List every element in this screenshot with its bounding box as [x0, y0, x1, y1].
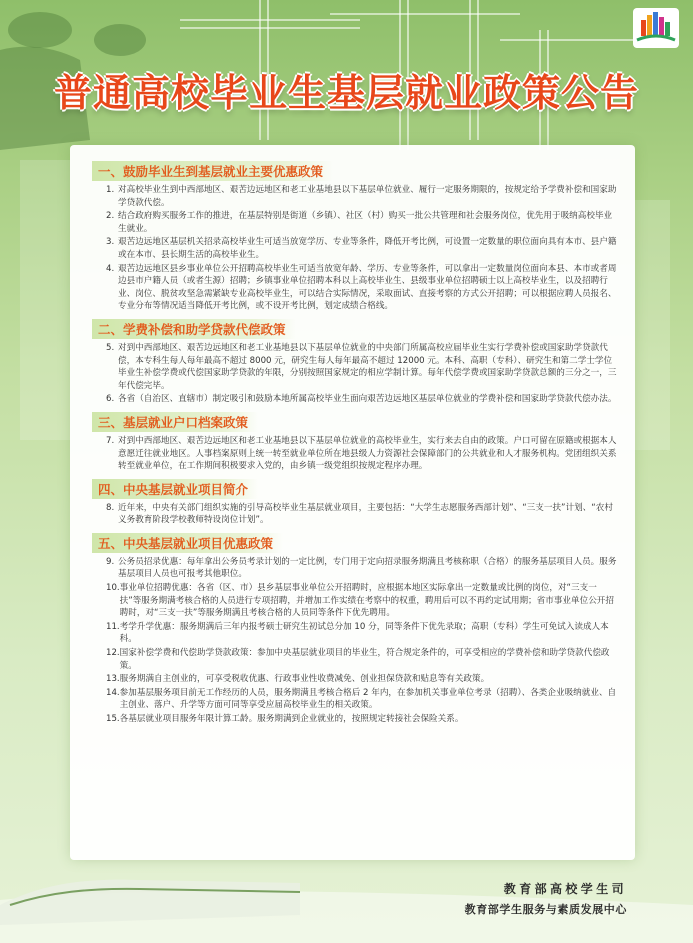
policy-item	[106, 263, 617, 313]
policy-item	[106, 647, 617, 672]
policy-item	[106, 673, 617, 686]
policy-item-text: 各省（自治区、直辖市）制定吸引和鼓励本地所属高校毕业生面向艰苦边远地区基层单位就业的学费补偿和国家助学贷款代偿办法。	[118, 394, 617, 405]
policy-item-text: 服务期满自主创业的，可享受税收优惠、行政事业性收费减免、创业担保贷款和贴息等有关政策。	[119, 674, 490, 685]
policy-item-text: 各基层就业项目服务年限计算工龄。服务期满到企业就业的，按照规定转接社会保险关系。	[119, 714, 464, 724]
policy-item-number: 9.	[106, 556, 115, 567]
policy-item	[106, 502, 617, 527]
policy-item-number: 3.	[106, 237, 115, 248]
issuer-line-1: 教育部高校学生司	[503, 882, 627, 896]
policy-item-number: 14.	[106, 687, 120, 698]
policy-item-text: 事业单位招聘优惠：各省（区、市）县乡基层事业单位公开招聘时，应根据本地区实际拿出一定数量或比例的岗位，对“三支一扶”等服务期满考核合格的人员进行专项招聘，并增加工作实绩在考察中的权重，聘用后可以不再约定试用期；省市事业单位公开招聘时，对“三支一扶”等服务期满且考核合格的人员同等条件下优先聘用。	[119, 583, 614, 619]
policy-item-text: 结合政府购买服务工作的推进，在基层特别是街道（乡镇）、社区（村）购买一批公共管理和社会服务岗位，优先用于吸纳高校毕业生就业。	[118, 211, 613, 234]
section-heading: 三、基层就业户口档案政策	[92, 412, 258, 432]
policy-item	[106, 435, 617, 473]
policy-item-number: 6.	[106, 394, 115, 405]
section-heading: 一、鼓励毕业生到基层就业主要优惠政策	[92, 161, 333, 181]
section-heading: 四、中央基层就业项目简介	[92, 479, 258, 499]
policy-item-number: 8.	[106, 502, 115, 513]
policy-item-number: 11.	[106, 621, 120, 632]
policy-item-text: 近年来，中央有关部门组织实施的引导高校毕业生基层就业项目，主要包括：“大学生志愿服务西部计划”、“三支一扶”计划、“农村义务教育阶段学校教师特设岗位计划”。	[118, 502, 613, 526]
policy-item-number: 4.	[106, 263, 115, 274]
policy-item-number: 10.	[106, 583, 120, 594]
issuer-footer	[465, 880, 627, 917]
policy-item-number: 5.	[106, 342, 115, 353]
section-heading: 二、学费补偿和助学贷款代偿政策	[92, 319, 296, 339]
policy-item	[106, 184, 617, 209]
policy-item-number: 13.	[106, 674, 120, 685]
policy-item	[106, 236, 617, 261]
policy-item-text: 对高校毕业生到中西部地区、艰苦边远地区和老工业基地县以下基层单位就业、履行一定服务期限的，按规定给予学费补偿和国家助学贷款代偿。	[118, 185, 617, 208]
policy-item-number: 12.	[106, 648, 120, 659]
policy-content-panel	[70, 145, 635, 860]
policy-item-number: 2.	[106, 211, 115, 222]
policy-item-text: 国家补偿学费和代偿助学贷款政策：参加中央基层就业项目的毕业生，符合规定条件的，可享受相应的学费补偿和助学贷款代偿政策。	[119, 648, 610, 671]
policy-item-number: 15.	[106, 714, 120, 724]
policy-item-text: 参加基层服务项目前无工作经历的人员，服务期满且考核合格后 2 年内，在参加机关事业单位考录（招聘）、各类企业吸纳就业、自主创业、落户、升学等方面可同等享受应届高校毕业生的相关政策。	[119, 687, 617, 711]
policy-item-number: 7.	[106, 435, 115, 446]
page-title: 普通高校毕业生基层就业政策公告	[53, 71, 639, 115]
policy-item-text: 艰苦边远地区基层机关招录高校毕业生可适当放宽学历、专业等条件，降低开考比例，可设置一定数量的职位面向具有本市、县户籍或在本市、县长期生活的高校毕业生。	[118, 237, 617, 260]
policy-item	[106, 621, 617, 646]
policy-sections	[92, 161, 617, 726]
policy-item	[106, 210, 617, 235]
policy-item-text: 艰苦边远地区县乡事业单位公开招聘高校毕业生可适当放宽年龄、学历、专业等条件，可以拿出一定数量岗位面向本县、本市或者周边县市户籍人员（或者生源）招聘；乡镇事业单位招聘本科以上高校毕业生、县级事业单位招聘硕士以上高校毕业生，以及招聘行业、岗位、脱贫攻坚急需紧缺专业高校毕业生，可以结合实际情况，采取面试、直接考察的方式公开招聘；可以根据应聘人员报名、专业分布等情况适当降低开考比例，或不设开考比例，划定成绩合格线。	[118, 263, 617, 312]
policy-item-text: 考学升学优惠：服务期满后三年内报考硕士研究生初试总分加 10 分，同等条件下优先录取；高职（专科）学生可免试入读成人本科。	[119, 621, 609, 645]
policy-item	[106, 713, 617, 726]
policy-item-text: 对到中西部地区、艰苦边远地区和老工业基地县以下基层单位就业的中央部门所属高校应届毕业生实行学费补偿或国家助学贷款代偿，本专科生每人每年最高不超过 8000 元，研究生每人每年最高不超过 12000 元。本科、高职（专科）、研究生和第二学士学位毕业生补偿学费或代偿国家助学贷款的年限，分别按照国家规定的相应学制计算。每年代偿学费或国家助学贷款总额的三分之一，三年代偿完毕。	[118, 342, 617, 391]
policy-item	[106, 556, 617, 581]
section-heading: 五、中央基层就业项目优惠政策	[92, 533, 283, 553]
policy-item-text: 对到中西部地区、艰苦边远地区和老工业基地县以下基层单位就业的高校毕业生，实行来去自由的政策。户口可留在原籍或根据本人意愿迁往就业地区。人事档案原则上统一转至就业单位所在地县级人力资源社会保障部门的公共就业和人才服务机构。党团组织关系转至就业单位，在工作期间积极要求入党的，由乡镇一级党组织按规定程序办理。	[118, 435, 617, 472]
policy-item	[106, 582, 617, 620]
policy-item	[106, 687, 617, 712]
policy-item-number: 1.	[106, 185, 115, 195]
policy-item	[106, 342, 617, 392]
buildings-logo-icon	[633, 8, 679, 48]
issuer-line-2: 教育部学生服务与素质发展中心	[464, 903, 627, 916]
policy-item-text: 公务员招录优惠：每年拿出公务员考录计划的一定比例，专门用于定向招录服务期满且考核称职（合格）的服务基层项目人员。服务基层项目人员也可报考其他职位。	[118, 556, 617, 580]
policy-item	[106, 393, 617, 406]
